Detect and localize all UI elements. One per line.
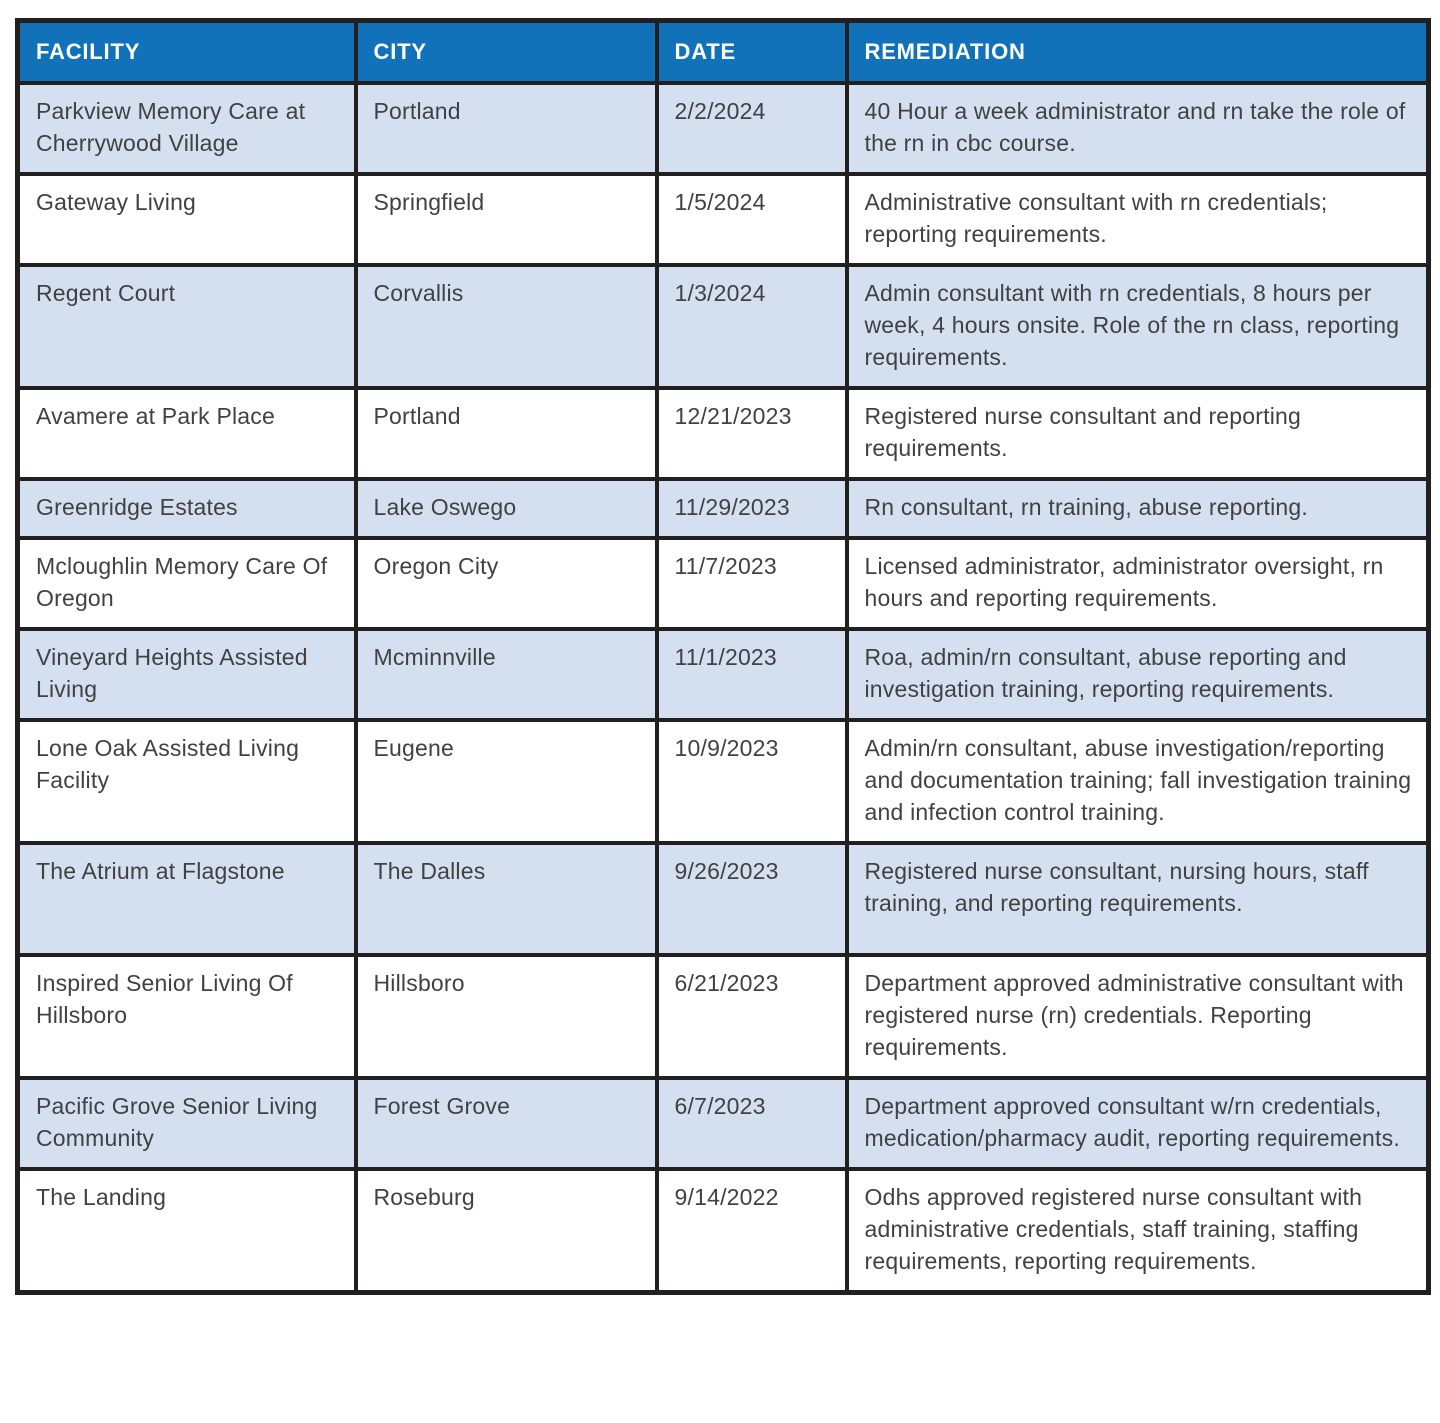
remediation-cell: Registered nurse consultant, nursing hours, staff training, and reporting requirements. <box>847 843 1429 955</box>
date-cell: 2/2/2024 <box>657 83 847 174</box>
remediation-cell: Rn consultant, rn training, abuse reporting. <box>847 479 1429 538</box>
remediation-cell: Department approved administrative consultant with registered nurse (rn) credentials. Reporting requirements. <box>847 955 1429 1078</box>
table-row <box>18 843 1429 955</box>
remediation-cell: Odhs approved registered nurse consultant with administrative credentials, staff training, staffing requirements, reporting requirements. <box>847 1169 1429 1293</box>
facility-cell: The Atrium at Flagstone <box>18 843 356 955</box>
table-row <box>18 538 1429 629</box>
table-row <box>18 174 1429 265</box>
city-cell: Corvallis <box>356 265 657 388</box>
remediation-cell: Licensed administrator, administrator oversight, rn hours and reporting requirements. <box>847 538 1429 629</box>
date-cell: 11/29/2023 <box>657 479 847 538</box>
city-cell: Forest Grove <box>356 1078 657 1169</box>
city-cell: Hillsboro <box>356 955 657 1078</box>
table-row <box>18 388 1429 479</box>
facility-cell: Parkview Memory Care at Cherrywood Village <box>18 83 356 174</box>
city-cell: Lake Oswego <box>356 479 657 538</box>
remediation-table <box>15 18 1431 1295</box>
city-cell: Eugene <box>356 720 657 843</box>
date-cell: 9/26/2023 <box>657 843 847 955</box>
header-cell-date: DATE <box>657 21 847 84</box>
table-row <box>18 265 1429 388</box>
table-header-row <box>18 21 1429 84</box>
date-cell: 6/21/2023 <box>657 955 847 1078</box>
city-cell: Portland <box>356 83 657 174</box>
date-cell: 6/7/2023 <box>657 1078 847 1169</box>
date-cell: 9/14/2022 <box>657 1169 847 1293</box>
city-cell: Mcminnville <box>356 629 657 720</box>
remediation-cell: Administrative consultant with rn credentials; reporting requirements. <box>847 174 1429 265</box>
facility-cell: Inspired Senior Living Of Hillsboro <box>18 955 356 1078</box>
remediation-cell: Department approved consultant w/rn credentials, medication/pharmacy audit, reporting requirements. <box>847 1078 1429 1169</box>
city-cell: Springfield <box>356 174 657 265</box>
table-row <box>18 1169 1429 1293</box>
facility-cell: Pacific Grove Senior Living Community <box>18 1078 356 1169</box>
table-row <box>18 629 1429 720</box>
date-cell: 11/7/2023 <box>657 538 847 629</box>
facility-cell: The Landing <box>18 1169 356 1293</box>
remediation-cell: Admin consultant with rn credentials, 8 hours per week, 4 hours onsite. Role of the rn class, reporting requirements. <box>847 265 1429 388</box>
facility-cell: Gateway Living <box>18 174 356 265</box>
table-row <box>18 83 1429 174</box>
date-cell: 12/21/2023 <box>657 388 847 479</box>
table-row <box>18 720 1429 843</box>
date-cell: 1/3/2024 <box>657 265 847 388</box>
city-cell: Oregon City <box>356 538 657 629</box>
header-cell-city: CITY <box>356 21 657 84</box>
remediation-cell: Admin/rn consultant, abuse investigation/reporting and documentation training; fall investigation training and infection control training. <box>847 720 1429 843</box>
facility-cell: Mcloughlin Memory Care Of Oregon <box>18 538 356 629</box>
date-cell: 11/1/2023 <box>657 629 847 720</box>
facility-cell: Regent Court <box>18 265 356 388</box>
table-row <box>18 955 1429 1078</box>
facility-cell: Vineyard Heights Assisted Living <box>18 629 356 720</box>
remediation-cell: Roa, admin/rn consultant, abuse reporting and investigation training, reporting requirements. <box>847 629 1429 720</box>
city-cell: Portland <box>356 388 657 479</box>
facility-cell: Greenridge Estates <box>18 479 356 538</box>
header-cell-facility: FACILITY <box>18 21 356 84</box>
city-cell: The Dalles <box>356 843 657 955</box>
facility-cell: Avamere at Park Place <box>18 388 356 479</box>
remediation-cell: Registered nurse consultant and reporting requirements. <box>847 388 1429 479</box>
date-cell: 10/9/2023 <box>657 720 847 843</box>
remediation-cell: 40 Hour a week administrator and rn take the role of the rn in cbc course. <box>847 83 1429 174</box>
table-row <box>18 1078 1429 1169</box>
facility-cell: Lone Oak Assisted Living Facility <box>18 720 356 843</box>
header-cell-remediation: REMEDIATION <box>847 21 1429 84</box>
city-cell: Roseburg <box>356 1169 657 1293</box>
table-row <box>18 479 1429 538</box>
date-cell: 1/5/2024 <box>657 174 847 265</box>
